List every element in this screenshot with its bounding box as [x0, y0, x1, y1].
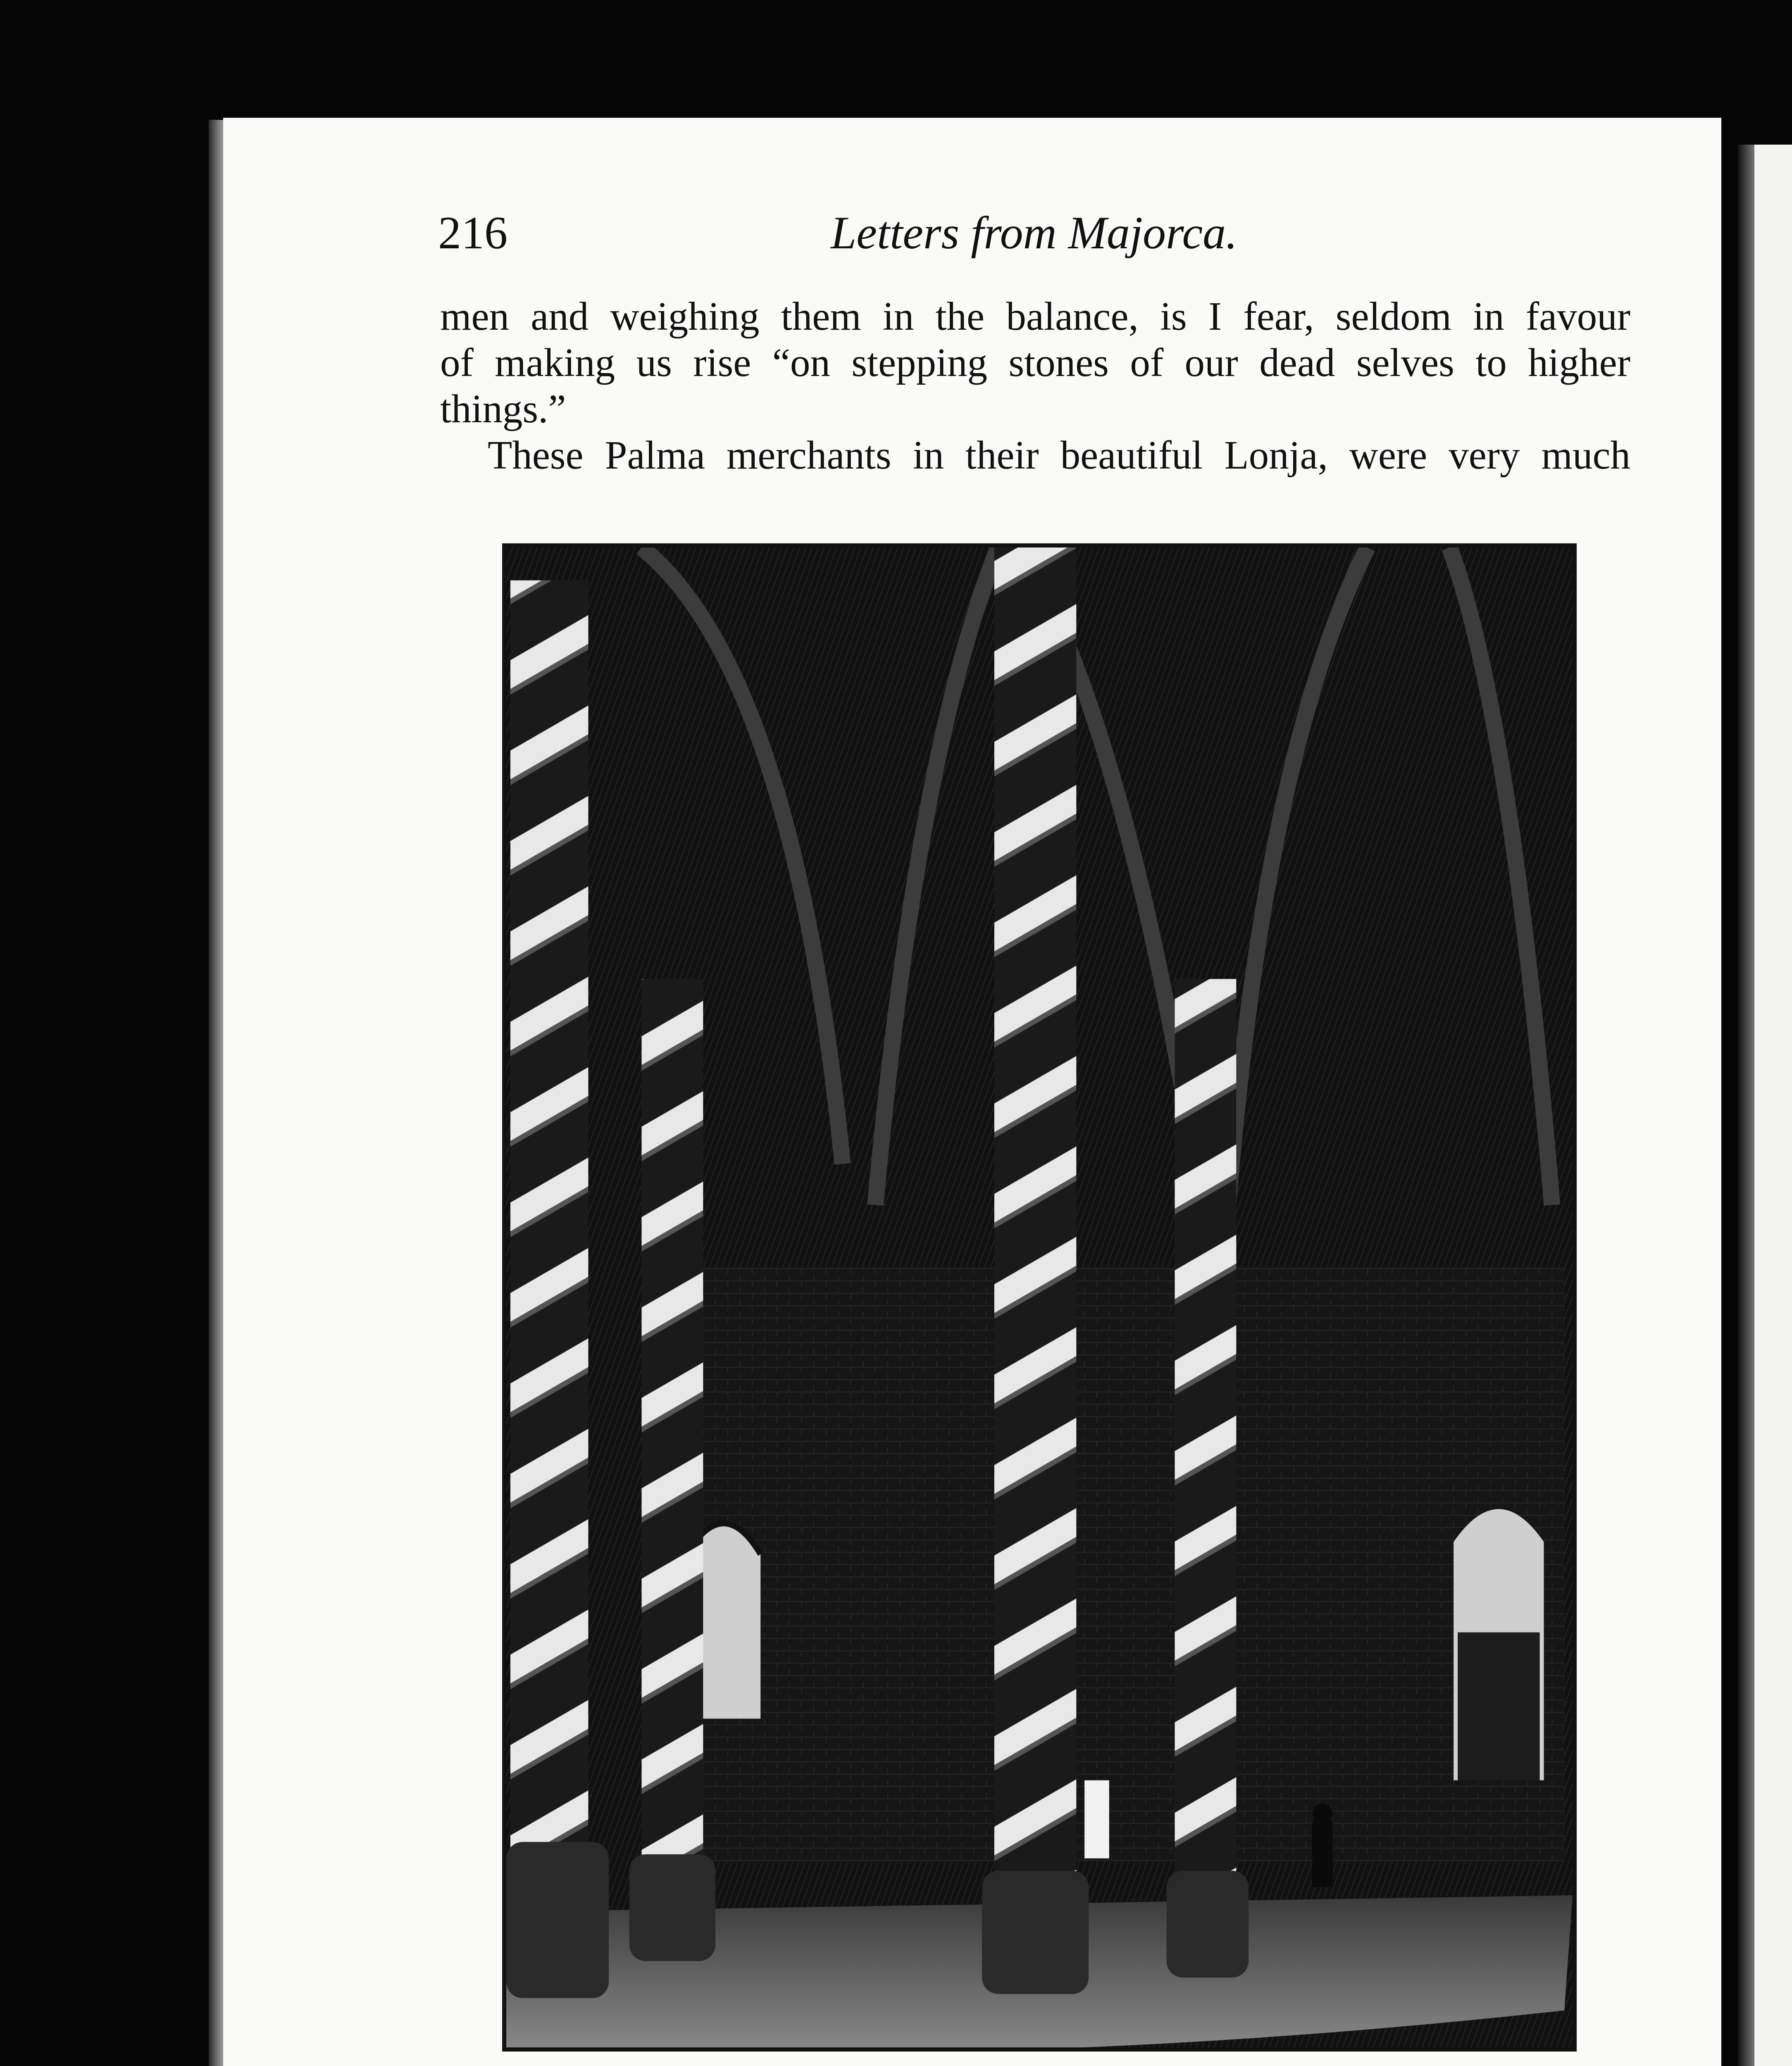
- book-spine: [1738, 145, 1754, 2066]
- text-line: These Palma merchants in their beautiful Lonja, were very much: [488, 433, 1630, 477]
- text-line: of making us rise “on stepping stones of our dead selves to higher: [440, 340, 1630, 385]
- text-line: men and weighing them in the balance, is I fear, seldom in favour: [440, 294, 1630, 338]
- text-line: things.”: [440, 387, 566, 431]
- page-header: [438, 207, 1616, 269]
- running-title: Letters from Majorca.: [831, 207, 1238, 259]
- paragraph-top: [440, 293, 1630, 478]
- lonja-illustration: [506, 547, 1573, 2047]
- lonja-engraving: [502, 543, 1577, 2052]
- facing-page-edge: [1738, 145, 1792, 2066]
- page-number: 216: [438, 207, 508, 259]
